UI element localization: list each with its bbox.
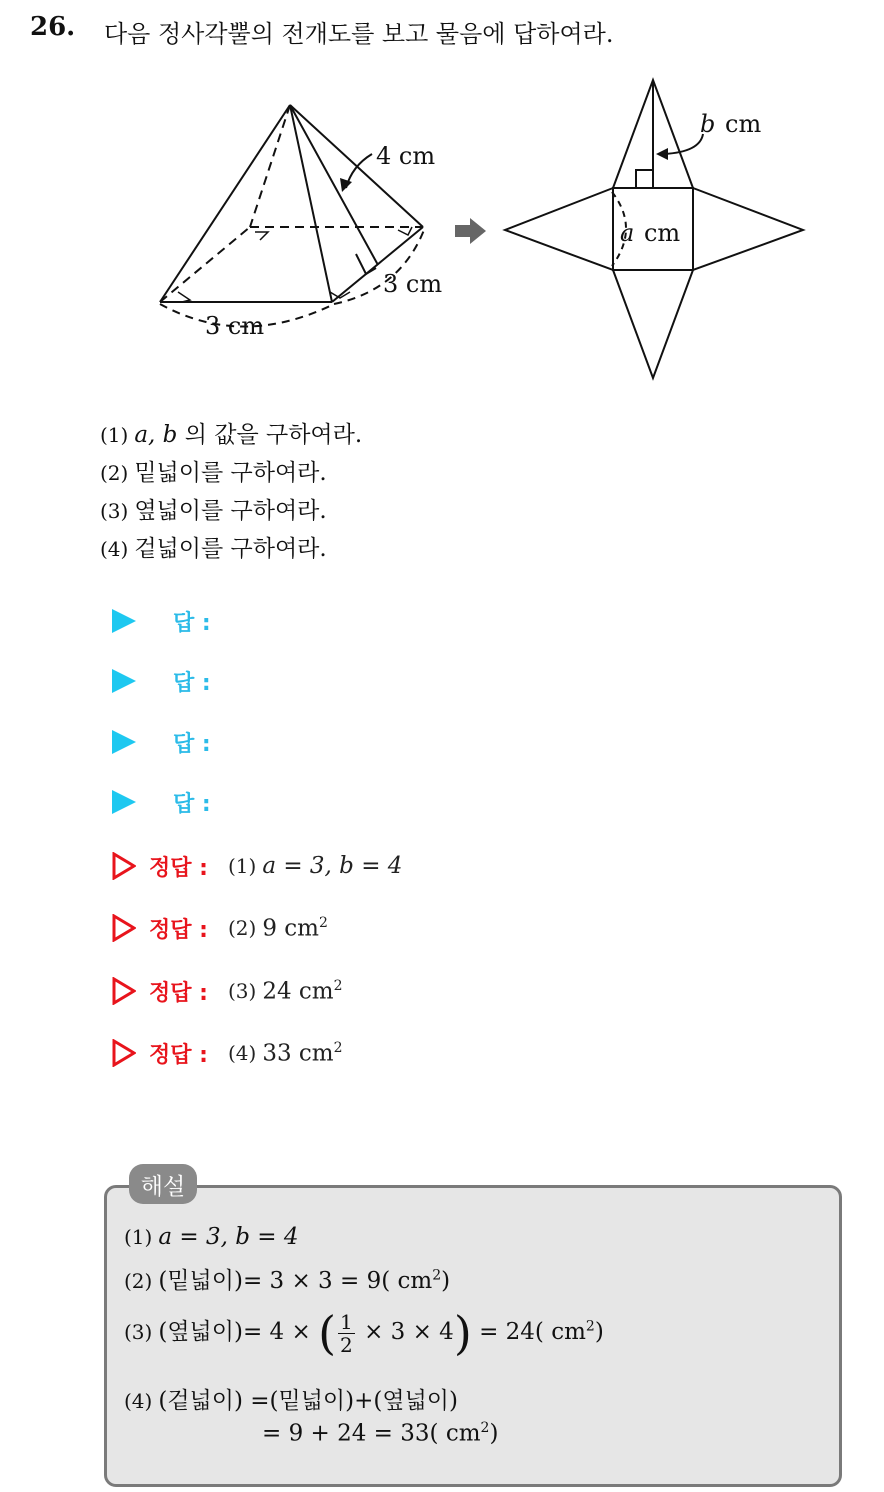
answer-key-2: 정답 : (2) 9 $cm^2$	[112, 912, 328, 944]
sub-question-4: (4) 겉넓이를 구하여라.	[100, 536, 327, 562]
answer-row-4[interactable]	[112, 787, 211, 817]
outline-triangle-icon	[112, 914, 136, 942]
question-text: 다음 정사각뿔의 전개도를 보고 물음에 답하여라.	[104, 20, 614, 48]
net-b-unit: cm	[725, 110, 762, 138]
answer-key-3: 정답 : (3) 24 $cm^2$	[112, 975, 343, 1007]
base-side-label-right: 3 cm	[383, 270, 443, 298]
play-triangle-icon	[112, 730, 136, 754]
answer-label: 답 :	[173, 670, 211, 696]
question-number: 26.	[30, 12, 76, 42]
answer-row-3[interactable]	[112, 727, 211, 757]
explanation-line-2: (2) (밑넓이)= 3 × 3 = 9( $cm^2$)	[124, 1267, 451, 1294]
explanation-tab: 해설	[129, 1164, 197, 1204]
arrow-right-icon	[455, 218, 486, 244]
sub-question-1: (1) a, b 의 값을 구하여라.	[100, 422, 363, 448]
explanation-line-1: (1) a = 3, b = 4	[124, 1224, 299, 1250]
sub-question-3: (3) 옆넓이를 구하여라.	[100, 498, 327, 524]
play-triangle-icon	[112, 790, 136, 814]
net-a-variable: a	[620, 219, 635, 247]
answer-label: 답 :	[173, 791, 211, 817]
svg-text:a cm	[620, 219, 680, 247]
net-a-unit: cm	[643, 219, 681, 247]
net-b-variable: b	[700, 110, 716, 138]
outline-triangle-icon	[112, 852, 136, 880]
outline-triangle-icon	[112, 977, 136, 1005]
slant-height-label: 4 cm	[376, 142, 436, 170]
answer-row-1[interactable]	[112, 606, 211, 636]
answer-label: 답 :	[173, 610, 211, 636]
answer-row-2[interactable]	[112, 666, 211, 696]
answer-key-4: 정답 : (4) 33 $cm^2$	[112, 1037, 343, 1069]
base-side-label-bottom: 3 cm	[205, 312, 265, 340]
sub-question-2: (2) 밑넓이를 구하여라.	[100, 460, 327, 486]
fraction-one-half: $\frac{1}{2}$	[340, 1309, 353, 1357]
outline-triangle-icon	[112, 1039, 136, 1067]
svg-text:b cm	[700, 110, 761, 138]
play-triangle-icon	[112, 609, 136, 633]
play-triangle-icon	[112, 669, 136, 693]
pyramid-figure	[0, 0, 884, 400]
explanation-line-5: = 9 + 24 = 33( $cm^2$)	[262, 1420, 499, 1447]
explanation-line-3: (3) (옆넓이)= 4 × ( $\frac{1}{2}$ × 3 × 4) = 24( $cm^2$)	[124, 1306, 604, 1360]
answer-key-1: 정답 : (1) a = 3, b = 4	[112, 850, 402, 882]
answer-label: 답 :	[173, 731, 211, 757]
explanation-line-4: (4) (겉넓이) =(밑넓이)+(옆넓이)	[124, 1388, 458, 1414]
